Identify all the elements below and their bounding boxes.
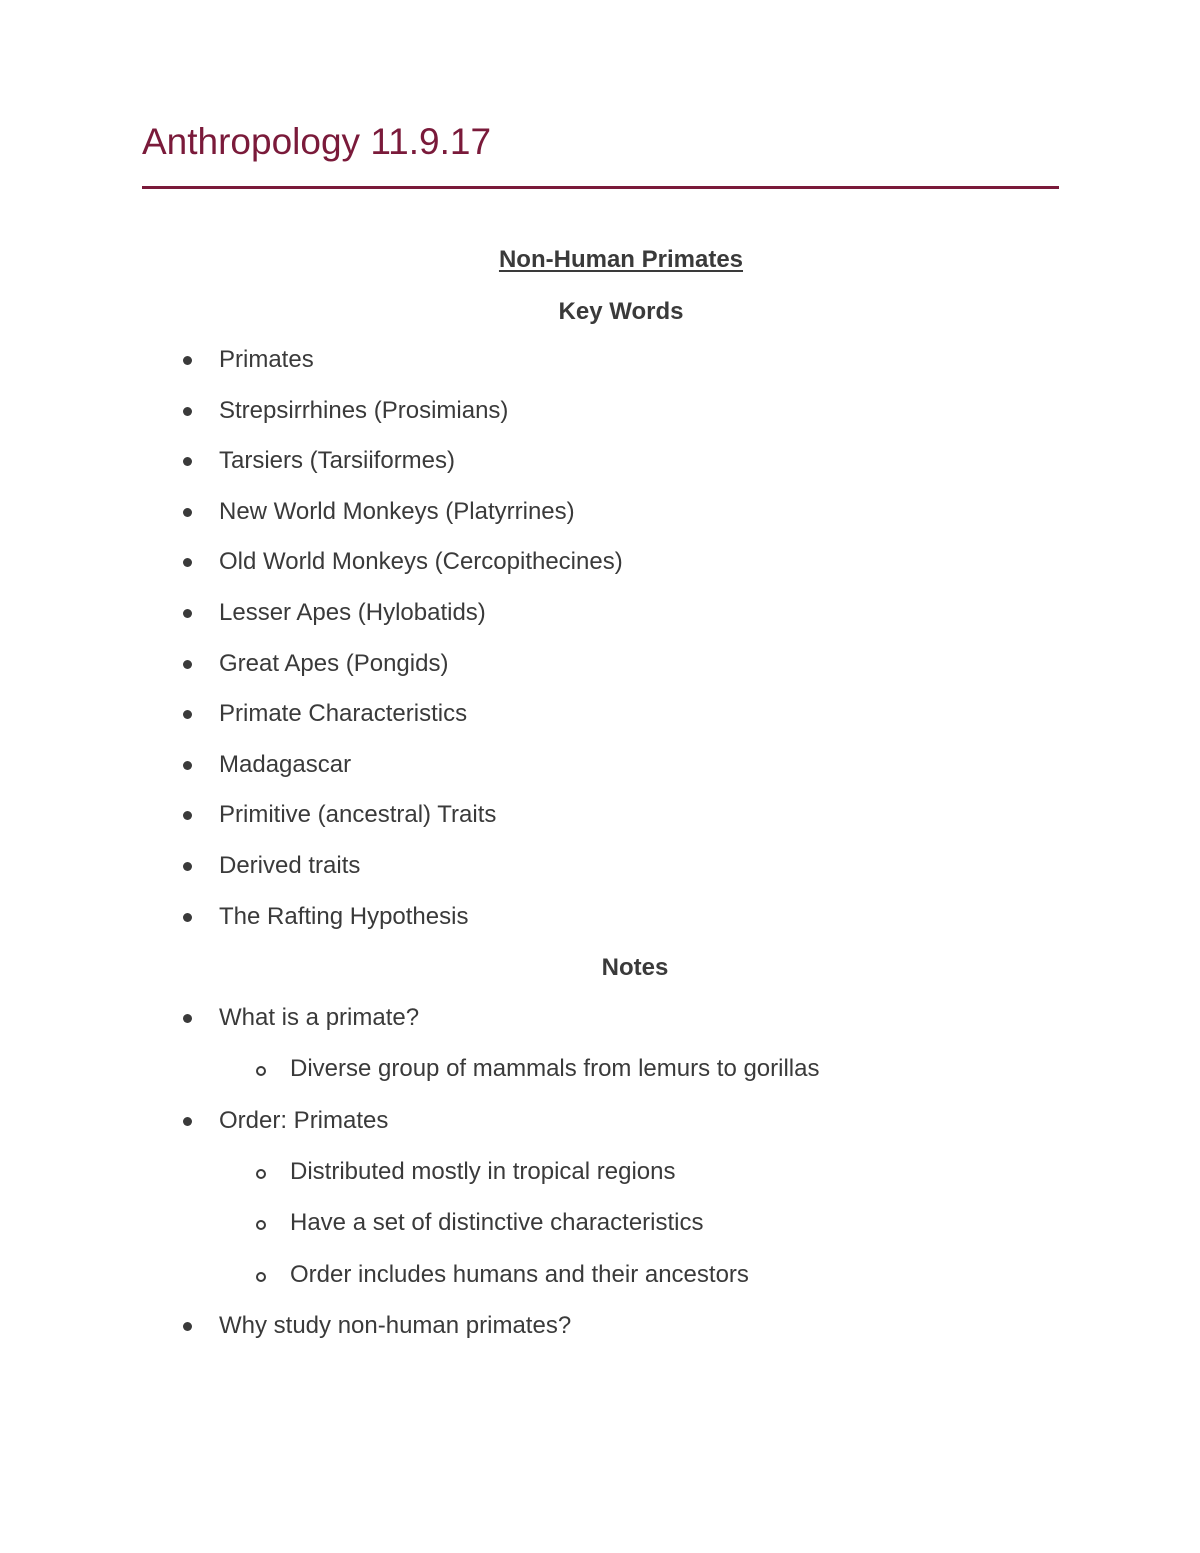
- key-word-item: Primates: [219, 346, 314, 373]
- key-word-item: Tarsiers (Tarsiiformes): [219, 447, 456, 475]
- bullet-icon: [183, 508, 192, 517]
- page-title: Anthropology 11.9.17: [142, 121, 492, 162]
- section-title: [21, 244, 1200, 276]
- sub-bullet-icon: [256, 1066, 266, 1076]
- section-title-text: Non-Human Primates: [498, 246, 744, 273]
- bullet-icon: [183, 811, 192, 820]
- notes-heading: Notes: [601, 954, 669, 981]
- bullet-icon: [183, 558, 192, 567]
- key-word-item: Lesser Apes (Hylobatids): [219, 599, 486, 626]
- key-word-item: Madagascar: [219, 750, 352, 778]
- note-sub-item: Distributed mostly in tropical regions: [290, 1157, 676, 1185]
- key-word-item: The Rafting Hypothesis: [219, 902, 469, 930]
- bullet-icon: [183, 407, 192, 416]
- key-word-item: Old World Monkeys (Cercopithecines): [219, 548, 623, 576]
- bullet-icon: [183, 761, 192, 770]
- bullet-icon: [183, 1117, 192, 1126]
- key-word-item: Primitive (ancestral) Traits: [219, 801, 497, 829]
- key-word-item: Primate Characteristics: [219, 700, 468, 728]
- key-word-item: New World Monkeys (Platyrrines): [219, 497, 575, 525]
- sub-bullet-icon: [256, 1169, 266, 1179]
- sub-bullet-icon: [256, 1272, 266, 1282]
- bullet-icon: [183, 609, 192, 618]
- bullet-icon: [183, 913, 192, 922]
- key-word-item: Great Apes (Pongids): [219, 649, 449, 677]
- key-word-item: Strepsirrhines (Prosimians): [219, 396, 509, 424]
- note-sub-item: Order includes humans and their ancestors: [290, 1260, 749, 1288]
- title-divider: [142, 186, 1059, 189]
- note-item: What is a primate?: [219, 1004, 420, 1031]
- bullet-icon: [183, 1322, 192, 1331]
- note-item: Why study non-human primates?: [219, 1312, 572, 1339]
- bullet-icon: [183, 1014, 192, 1023]
- bullet-icon: [183, 710, 192, 719]
- bullet-icon: [183, 862, 192, 871]
- bullet-icon: [183, 356, 192, 365]
- note-sub-item: Diverse group of mammals from lemurs to gorillas: [290, 1055, 820, 1082]
- key-word-item: Derived traits: [219, 852, 361, 879]
- key-words-heading: Key Words: [558, 298, 684, 325]
- bullet-icon: [183, 660, 192, 669]
- bullet-icon: [183, 457, 192, 466]
- note-item: Order: Primates: [219, 1106, 389, 1134]
- sub-bullet-icon: [256, 1220, 266, 1230]
- note-sub-item: Have a set of distinctive characteristics: [290, 1209, 704, 1236]
